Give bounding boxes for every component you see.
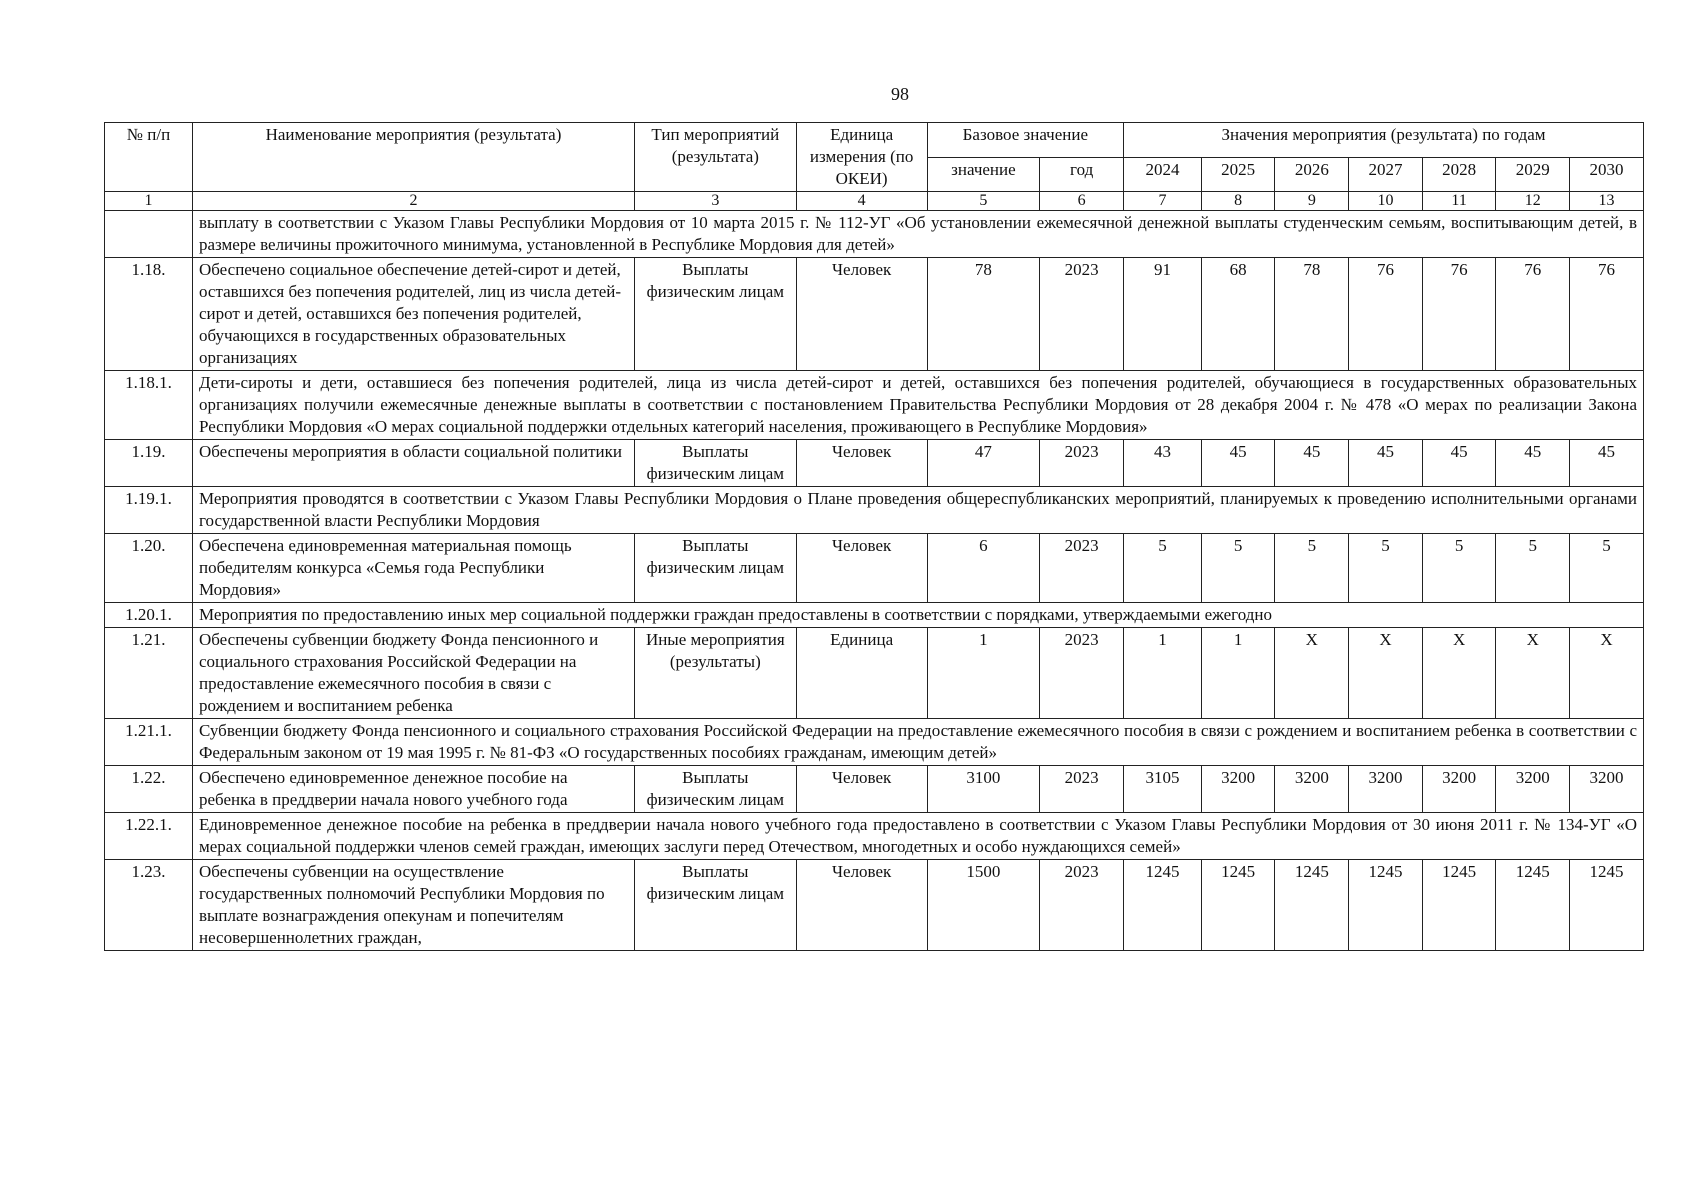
measure-unit: Человек: [796, 258, 927, 371]
measure-name: Обеспечена единовременная материальная помощь победителям конкурса «Семья года Республики Мордовия»: [192, 534, 634, 603]
year-value: X: [1570, 628, 1644, 719]
note-text: выплату в соответствии с Указом Главы Республики Мордовия от 10 марта 2015 г. № 112-УГ «Об установлении ежемесячной денежной выплаты студенческим семьям, воспитывающим детей, в размере величины прожиточного минимума, установленной в Республике Мордовия для детей»: [192, 211, 1643, 258]
year-value: 1245: [1422, 860, 1496, 951]
row-number: 1.19.: [105, 440, 193, 487]
header-year: 2025: [1201, 157, 1275, 192]
measure-name: Обеспечены субвенции бюджету Фонда пенсионного и социального страхования Российской Федерации на предоставление ежемесячного пособия в связи с рождением и воспитанием ребенка: [192, 628, 634, 719]
column-index: 5: [927, 192, 1040, 211]
row-number: 1.23.: [105, 860, 193, 951]
year-value: 3200: [1201, 766, 1275, 813]
year-value: 1245: [1275, 860, 1349, 951]
measure-row: [105, 860, 1644, 951]
row-number: 1.20.: [105, 534, 193, 603]
year-value: 45: [1201, 440, 1275, 487]
column-index: 8: [1201, 192, 1275, 211]
year-value: 5: [1496, 534, 1570, 603]
column-index: 9: [1275, 192, 1349, 211]
header-base-year: год: [1040, 157, 1124, 192]
measure-row: [105, 258, 1644, 371]
column-index: 10: [1349, 192, 1423, 211]
year-value: 1: [1124, 628, 1202, 719]
row-number: 1.22.: [105, 766, 193, 813]
measure-unit: Человек: [796, 534, 927, 603]
year-value: 5: [1349, 534, 1423, 603]
note-row: [105, 603, 1644, 628]
header-year: 2026: [1275, 157, 1349, 192]
note-row: [105, 487, 1644, 534]
year-value: 1245: [1496, 860, 1570, 951]
note-text: Субвенции бюджету Фонда пенсионного и социального страхования Российской Федерации на предоставление ежемесячного пособия в связи с рождением и воспитанием ребенка в соответствии с Федеральным законом от 19 мая 1995 г. № 81-ФЗ «О государственных пособиях гражданам, имеющим детей»: [192, 719, 1643, 766]
year-value: 1245: [1570, 860, 1644, 951]
year-value: 43: [1124, 440, 1202, 487]
row-number: [105, 211, 193, 258]
year-value: 45: [1570, 440, 1644, 487]
base-year: 2023: [1040, 440, 1124, 487]
header-values: Значения мероприятия (результата) по годам: [1124, 123, 1644, 158]
year-value: 76: [1570, 258, 1644, 371]
note-text: Мероприятия проводятся в соответствии с Указом Главы Республики Мордовия о Плане проведения общереспубликанских мероприятий, планируемых к проведению исполнительными органами государственной власти Республики Мордовия: [192, 487, 1643, 534]
header-base: Базовое значение: [927, 123, 1123, 158]
column-index: 6: [1040, 192, 1124, 211]
measure-type: Выплаты физическим лицам: [635, 860, 797, 951]
measure-unit: Человек: [796, 766, 927, 813]
base-year: 2023: [1040, 258, 1124, 371]
header-row: [105, 123, 1644, 158]
year-value: X: [1422, 628, 1496, 719]
year-value: 3200: [1275, 766, 1349, 813]
row-number: 1.21.1.: [105, 719, 193, 766]
year-value: 78: [1275, 258, 1349, 371]
header-name: Наименование мероприятия (результата): [192, 123, 634, 192]
year-value: 5: [1275, 534, 1349, 603]
year-value: 3200: [1496, 766, 1570, 813]
year-value: 5: [1124, 534, 1202, 603]
header-year: 2024: [1124, 157, 1202, 192]
table-body: [105, 211, 1644, 951]
note-row: [105, 371, 1644, 440]
year-value: 5: [1422, 534, 1496, 603]
measure-type: Выплаты физическим лицам: [635, 440, 797, 487]
year-value: 3105: [1124, 766, 1202, 813]
year-value: X: [1349, 628, 1423, 719]
base-value: 6: [927, 534, 1040, 603]
measure-type: Выплаты физическим лицам: [635, 766, 797, 813]
year-value: 76: [1349, 258, 1423, 371]
note-text: Единовременное денежное пособие на ребенка в преддверии начала нового учебного года предоставлено в соответствии с Указом Главы Республики Мордовия от 30 июня 2011 г. № 134-УГ «О мерах социальной поддержки членов семей граждан, имеющих заслуги перед Отечеством, многодетных и особо нуждающихся семей»: [192, 813, 1643, 860]
measure-row: [105, 440, 1644, 487]
row-number: 1.18.1.: [105, 371, 193, 440]
measure-type: Выплаты физическим лицам: [635, 534, 797, 603]
note-row: [105, 211, 1644, 258]
base-year: 2023: [1040, 860, 1124, 951]
measure-type: Выплаты физическим лицам: [635, 258, 797, 371]
base-year: 2023: [1040, 766, 1124, 813]
header-num: № п/п: [105, 123, 193, 192]
year-value: 91: [1124, 258, 1202, 371]
header-year: 2027: [1349, 157, 1423, 192]
note-text: Мероприятия по предоставлению иных мер социальной поддержки граждан предоставлены в соответствии с порядками, утверждаемыми ежегодно: [192, 603, 1643, 628]
column-index: 3: [635, 192, 797, 211]
measure-unit: Человек: [796, 440, 927, 487]
row-number: 1.20.1.: [105, 603, 193, 628]
column-index: 11: [1422, 192, 1496, 211]
measure-row: [105, 628, 1644, 719]
row-number: 1.21.: [105, 628, 193, 719]
year-value: X: [1275, 628, 1349, 719]
year-value: 45: [1275, 440, 1349, 487]
header-year: 2028: [1422, 157, 1496, 192]
base-value: 3100: [927, 766, 1040, 813]
measure-name: Обеспечено единовременное денежное пособие на ребенка в преддверии начала нового учебного года: [192, 766, 634, 813]
year-value: 1245: [1201, 860, 1275, 951]
year-value: 3200: [1349, 766, 1423, 813]
column-index: 4: [796, 192, 927, 211]
measure-unit: Единица: [796, 628, 927, 719]
base-value: 1: [927, 628, 1040, 719]
header-year: 2029: [1496, 157, 1570, 192]
column-index: 12: [1496, 192, 1570, 211]
base-value: 1500: [927, 860, 1040, 951]
measure-name: Обеспечены субвенции на осуществление государственных полномочий Республики Мордовия по выплате вознаграждения опекунам и попечителям несовершеннолетних граждан,: [192, 860, 634, 951]
measure-row: [105, 766, 1644, 813]
row-number: 1.22.1.: [105, 813, 193, 860]
header-base-value: значение: [927, 157, 1040, 192]
year-value: 1245: [1124, 860, 1202, 951]
base-value: 47: [927, 440, 1040, 487]
measure-unit: Человек: [796, 860, 927, 951]
row-number: 1.19.1.: [105, 487, 193, 534]
column-index-row: [105, 192, 1644, 211]
header-year: 2030: [1570, 157, 1644, 192]
measure-row: [105, 534, 1644, 603]
note-text: Дети-сироты и дети, оставшиеся без попечения родителей, лица из числа детей-сирот и детей, оставшихся без попечения родителей, обучающиеся в государственных образовательных организациях получили ежемесячные денежные выплаты в соответствии с постановлением Правительства Республики Мордовия от 28 декабря 2004 г. № 478 «О мерах по реализации Закона Республики Мордовия «О мерах социальной поддержки отдельных категорий населения, проживающего в Республике Мордовия»: [192, 371, 1643, 440]
base-year: 2023: [1040, 534, 1124, 603]
page-number: 98: [891, 84, 909, 104]
base-value: 78: [927, 258, 1040, 371]
header-unit: Единица измерения (по ОКЕИ): [796, 123, 927, 192]
year-value: 76: [1422, 258, 1496, 371]
base-year: 2023: [1040, 628, 1124, 719]
row-number: 1.18.: [105, 258, 193, 371]
column-index: 2: [192, 192, 634, 211]
year-value: 3200: [1570, 766, 1644, 813]
column-index: 1: [105, 192, 193, 211]
note-row: [105, 719, 1644, 766]
year-value: 5: [1570, 534, 1644, 603]
column-index: 7: [1124, 192, 1202, 211]
measure-name: Обеспечено социальное обеспечение детей-сирот и детей, оставшихся без попечения родителей, лиц из числа детей-сирот и детей, оставшихся без попечения родителей, обучающихся в государственных образовательных организациях: [192, 258, 634, 371]
header-type: Тип мероприятий (результата): [635, 123, 797, 192]
note-row: [105, 813, 1644, 860]
measure-name: Обеспечены мероприятия в области социальной политики: [192, 440, 634, 487]
year-value: 1245: [1349, 860, 1423, 951]
year-value: X: [1496, 628, 1570, 719]
column-index: 13: [1570, 192, 1644, 211]
year-value: 1: [1201, 628, 1275, 719]
measure-type: Иные мероприятия (результаты): [635, 628, 797, 719]
year-value: 76: [1496, 258, 1570, 371]
measures-table: [104, 122, 1644, 951]
year-value: 68: [1201, 258, 1275, 371]
year-value: 3200: [1422, 766, 1496, 813]
year-value: 45: [1496, 440, 1570, 487]
year-value: 45: [1422, 440, 1496, 487]
year-value: 5: [1201, 534, 1275, 603]
year-value: 45: [1349, 440, 1423, 487]
